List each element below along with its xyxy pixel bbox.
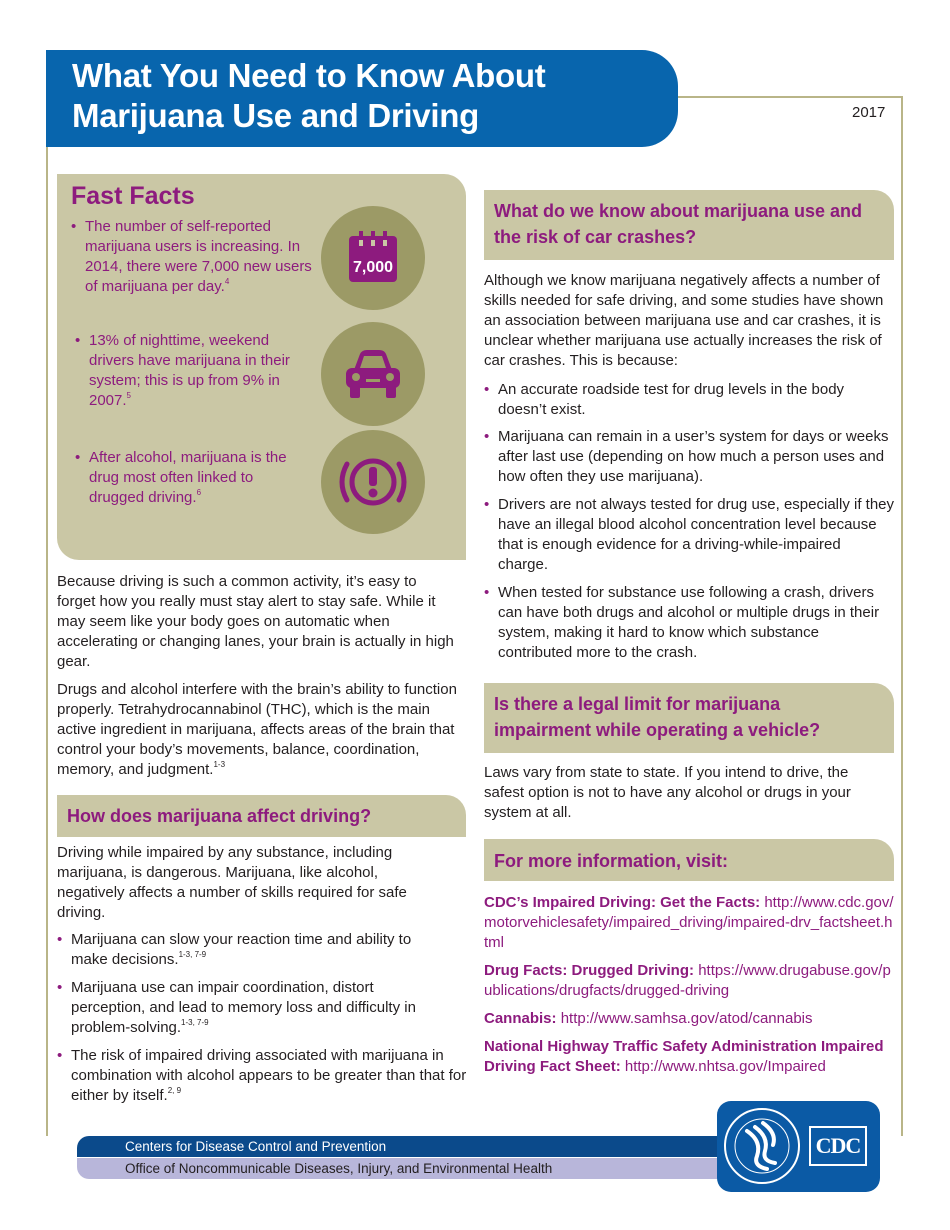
title-line-2: Marijuana Use and Driving <box>72 97 479 134</box>
affect-bullet-2-text: Marijuana use can impair coordination, distort perception, and lead to memory loss and difficulty in problem-solving. <box>71 979 416 1036</box>
link-label-cdc: CDC’s Impaired Driving: Get the Facts: <box>484 894 761 911</box>
crashes-bullet-4-text: When tested for substance use following a crash, drivers can have both drugs and alcohol or multiple drugs in their system, making it hard to know which substance contributed more to the crash. <box>498 584 880 661</box>
affect-bullet-2-ref: 1-3, 7-9 <box>181 1018 209 1027</box>
bullet: • <box>71 218 77 235</box>
cdc-logo <box>809 1126 867 1166</box>
crashes-bullet-1 <box>484 380 884 420</box>
fact-1 <box>71 217 315 297</box>
affect-intro: Driving while impaired by any substance, including marijuana, is dangerous. Marijuana, like alcohol, negatively affects a number of skills required for safe driving. <box>57 844 407 921</box>
bullet: • <box>57 931 63 948</box>
year: 2017 <box>852 104 886 121</box>
affect-heading: How does marijuana affect driving? <box>57 795 466 837</box>
fact-3 <box>75 448 304 508</box>
car-circle <box>321 322 425 426</box>
crashes-intro: Although we know marijuana negatively affects a number of skills needed for safe driving, and some studies have shown an association between marijuana use and car crashes, it is unclear whether marijuana use actually increases the risk of car crashes. This is because: <box>484 272 884 369</box>
fast-facts-box <box>57 174 466 560</box>
affect-bullet-3-ref: 2, 9 <box>167 1086 182 1095</box>
crashes-bullet-1-text: An accurate roadside test for drug levels in the body doesn’t exist. <box>498 381 845 418</box>
intro-paragraph-2-text: Drugs and alcohol interfere with the brain’s ability to function properly. Tetrahydrocannabinol (THC), which is the main active ingredient in marijuana, affects areas of the brain that control your body’s movements, balance, coordination, memory, and judgment. <box>57 681 457 778</box>
fact-2-ref: 5 <box>126 391 131 400</box>
bullet: • <box>484 381 490 398</box>
link-label-nhtsa: National Highway Traffic Safety Administration Impaired Driving Fact Sheet: <box>484 1038 884 1075</box>
warning-icon <box>335 452 411 512</box>
bullet: • <box>57 1047 63 1064</box>
link-item-cannabis <box>484 1009 894 1029</box>
intro-paragraph-2-ref: 1-3 <box>213 760 226 769</box>
crashes-bullet-3 <box>484 495 894 575</box>
calendar-icon <box>343 228 403 288</box>
title-line-1: What You Need to Know About <box>72 57 546 94</box>
more-info-heading: For more information, visit: <box>484 839 894 881</box>
fast-facts-title: Fast Facts <box>71 182 195 210</box>
legal-heading: Is there a legal limit for marijuana impairment while operating a vehicle? <box>484 683 894 753</box>
intro-paragraph-2 <box>57 680 459 780</box>
link-url-cdc[interactable]: http://www.cdc.gov/motorvehiclesafety/impaired_driving/impaired-drv_factsheet.html <box>484 894 894 951</box>
bullet: • <box>484 428 490 445</box>
crashes-bullet-4 <box>484 583 884 663</box>
fact-3-ref: 6 <box>196 488 202 497</box>
bullet: • <box>57 979 63 996</box>
calendar-circle <box>321 206 425 310</box>
warning-circle <box>321 430 425 534</box>
link-item-nhtsa <box>484 1037 894 1077</box>
affect-bullet-2 <box>57 978 447 1038</box>
link-item-drugfacts <box>484 961 894 1001</box>
affect-bullet-1-ref: 1-3, 7-9 <box>178 950 207 959</box>
affect-bullet-3-text: The risk of impaired driving associated with marijuana in combination with alcohol appears to be greater than that for either by itself. <box>71 1047 467 1104</box>
affect-bullet-1-text: Marijuana can slow your reaction time and ability to make decisions. <box>71 931 412 968</box>
footer-office: Office of Noncommunicable Diseases, Injury, and Environmental Health <box>77 1158 767 1179</box>
fact-1-text: The number of self-reported marijuana users is increasing. In 2014, there were 7,000 new users of marijuana per day. <box>85 218 312 295</box>
intro-paragraph-1: Because driving is such a common activity, it’s easy to forget how you really must stay alert to stay safe. While it may seem like your body goes on automatic when accelerating or changing lanes, your brain is actually in high gear. <box>57 573 454 670</box>
crashes-bullet-3-text: Drivers are not always tested for drug use, especially if they have an illegal blood alcohol concentration level because that is enough evidence for a driving-while-impaired charge. <box>498 496 895 573</box>
crashes-heading: What do we know about marijuana use and the risk of car crashes? <box>484 190 894 260</box>
calendar-number: 7,000 <box>352 259 394 276</box>
car-icon <box>340 346 406 402</box>
link-url-drugfacts[interactable]: https://www.drugabuse.gov/publications/drugfacts/drugged-driving <box>484 962 891 999</box>
link-label-drugfacts: Drug Facts: Drugged Driving: <box>484 962 695 979</box>
crashes-bullet-2 <box>484 427 894 487</box>
fact-1-ref: 4 <box>224 277 230 286</box>
fact-3-text: After alcohol, marijuana is the drug most often linked to drugged driving. <box>89 449 287 506</box>
bullet: • <box>484 496 490 513</box>
fact-2-text: 13% of nighttime, weekend drivers have marijuana in their system; this is up from 9% in 2007. <box>89 332 290 409</box>
link-label-cannabis: Cannabis: <box>484 1010 557 1027</box>
link-url-nhtsa[interactable]: http://www.nhtsa.gov/Impaired <box>624 1058 826 1075</box>
link-item-cdc <box>484 893 894 953</box>
fact-2 <box>75 331 299 411</box>
logo-box <box>717 1101 880 1192</box>
bullet: • <box>75 449 81 466</box>
affect-bullet-1 <box>57 930 437 970</box>
cdc-logo-text: CDC <box>815 1133 861 1158</box>
footer-agency: Centers for Disease Control and Prevention <box>77 1136 767 1157</box>
legal-text: Laws vary from state to state. If you intend to drive, the safest option is not to have any alcohol or drugs in your system at all. <box>484 764 851 821</box>
bullet: • <box>484 584 490 601</box>
crashes-bullet-2-text: Marijuana can remain in a user’s system for days or weeks after last use (depending on how much a person uses and how often they use marijuana). <box>498 428 889 485</box>
link-url-cannabis[interactable]: http://www.samhsa.gov/atod/cannabis <box>560 1010 813 1027</box>
title-banner <box>46 50 678 147</box>
bullet: • <box>75 332 81 349</box>
intro-text <box>57 572 459 788</box>
affect-bullet-3 <box>57 1046 467 1106</box>
